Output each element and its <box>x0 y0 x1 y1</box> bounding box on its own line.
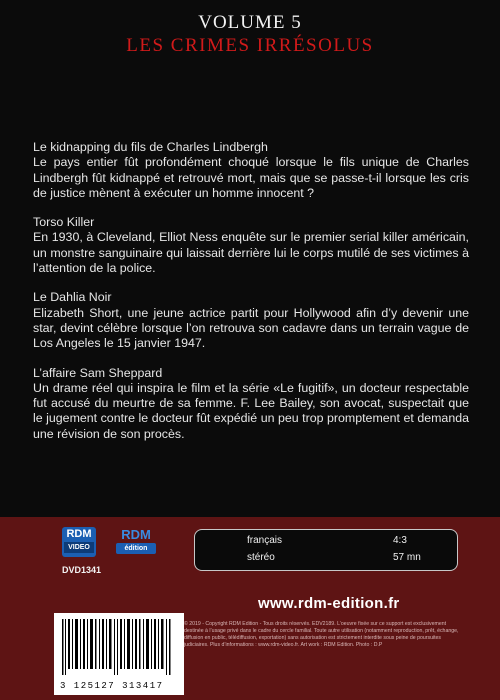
section-heading: Torso Killer <box>33 215 95 230</box>
website-url: www.rdm-edition.fr <box>258 595 400 612</box>
section-body: Elizabeth Short, une jeune actrice partit pour Hollywood afin d’y devenir une star, devint célèbre lorsque l’on retrouva son cadavre dans un terrain vague de Los Angeles le 15 janvier 1947. <box>33 305 469 351</box>
section-body: Un drame réel qui inspira le film et la série «Le fugitif», un docteur respectable fut accusé du meurtre de sa femme. F. Lee Bailey, son avocat, suspectait que le jugement contre le docteur fût expédié un peu trop promptement et demanda une révision de son procès. <box>33 380 469 441</box>
tech-specs-box <box>194 529 458 571</box>
section-heading: Le Dahlia Noir <box>33 290 112 305</box>
section-heading: Le kidnapping du fils de Charles Lindbergh <box>33 140 268 154</box>
logo-subtext: édition <box>116 543 156 554</box>
legal-notice: © 2019 - Copyright RDM Edition - Tous droits réservés. EDV2189. L’oeuvre fixée sur ce support est exclusivement destinée à l’usage privé dans le cadre du cercle familial. Toute autre utilisation (notamment reproduction, prêt, échange, diffusion en public, télédiffusion, exportation) sans autorisation est strictement interdite sous peine de poursuites judiciaires. Plus d’informations : www.rdm-video.fr. Art work : RDM Edition. Photo : D.P <box>184 621 459 648</box>
barcode-bars <box>62 619 176 675</box>
logo-text: RDM <box>121 527 151 542</box>
section-body: Le pays entier fût profondément choqué lorsque le fils unique de Charles Lindbergh fût kidnappé et retrouvé mort, mais que se passe-t-il lorsque les cris de justice mènent à exécuter un homme innocent ? <box>33 155 469 200</box>
spec-row-audio <box>195 552 457 570</box>
rdm-edition-logo <box>116 527 156 557</box>
spec-label: français <box>247 535 283 546</box>
section-dahlia-noir <box>33 290 469 351</box>
section-torso-killer <box>33 215 469 276</box>
footer-band <box>0 517 500 700</box>
synopsis <box>33 140 469 456</box>
rdm-video-logo <box>62 527 96 557</box>
logo-subtext: VIDEO <box>64 542 94 553</box>
spec-value: 4:3 <box>393 535 407 546</box>
dvd-code: DVD1341 <box>62 565 102 575</box>
section-lindbergh <box>33 140 469 201</box>
header <box>0 12 500 58</box>
section-body: En 1930, à Cleveland, Elliot Ness enquête sur le premier serial killer américain, un monstre sanguinaire qui laissait derrière lui le corps mutilé de ses victimes à l’attention de la police. <box>33 230 469 276</box>
spec-row-language <box>195 535 457 553</box>
logo-text: RDM <box>66 528 92 540</box>
barcode-number: 3 125127 313417 <box>60 681 164 691</box>
volume-label: VOLUME 5 <box>198 12 302 33</box>
collection-title: LES CRIMES IRRÉSOLUS <box>126 35 374 56</box>
publisher-logos <box>62 527 180 559</box>
spec-label: stéréo <box>247 552 275 563</box>
section-heading: L’affaire Sam Sheppard <box>33 365 163 380</box>
spec-value: 57 mn <box>393 552 421 563</box>
section-sam-sheppard <box>33 366 469 442</box>
barcode <box>54 613 184 695</box>
